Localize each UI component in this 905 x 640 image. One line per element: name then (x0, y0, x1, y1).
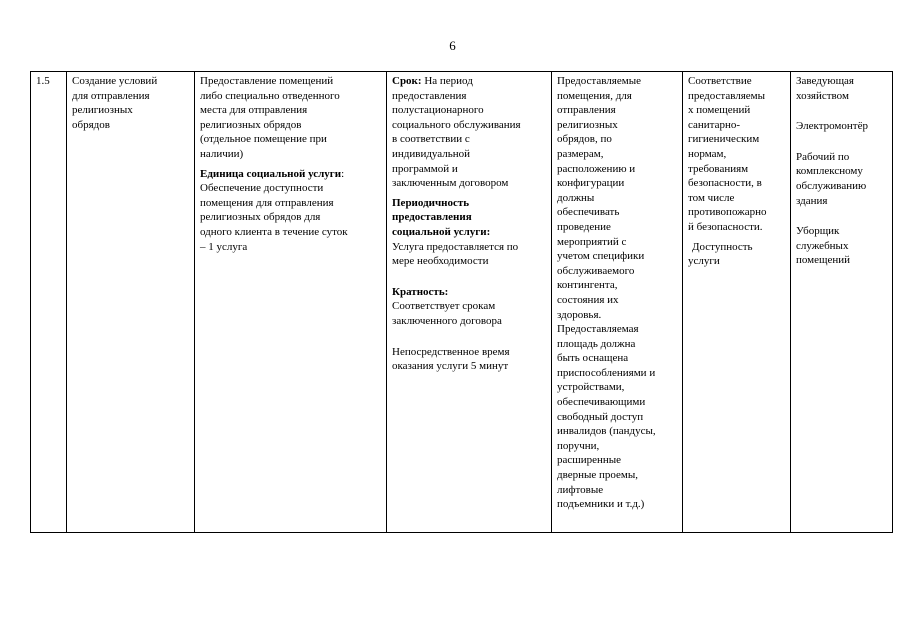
quality-line: Соответствие (688, 75, 752, 87)
conditions-line: площадь должна (557, 337, 636, 350)
conditions-line: расширенные (557, 454, 622, 467)
staff-worker-line: комплексному (796, 165, 863, 178)
quality-line: предоставляемы (688, 89, 766, 102)
unit-heading (200, 167, 382, 182)
conditions-line: религиозных (557, 118, 618, 131)
staff-cell (791, 72, 893, 533)
service-terms-cell (387, 72, 552, 533)
periodicity-label: Периодичность (392, 196, 470, 209)
term-line: в соответствии с (392, 133, 470, 146)
service-description-cell (195, 72, 387, 533)
time-line: оказания услуги 5 минут (392, 360, 509, 373)
conditions-line: мероприятий с (557, 235, 627, 248)
quality-line: том числе (688, 191, 735, 204)
staff-cleaner-line: служебных (796, 239, 849, 252)
staff-worker-line: Рабочий по (796, 150, 850, 163)
service-name-line: для отправления (72, 89, 150, 102)
conditions-line: учетом специфики (557, 250, 645, 263)
term-line: индивидуальной (392, 147, 471, 160)
staff-head-line: Заведующая (796, 75, 854, 87)
conditions-line: контингента, (557, 279, 618, 292)
description-line: Предоставление помещений (200, 75, 334, 87)
unit-label: Единица социальной услуги (200, 167, 342, 180)
conditions-line: здоровья. (557, 308, 602, 321)
term-line: предоставления (392, 89, 467, 102)
quality-line: санитарно- (688, 118, 741, 131)
service-name-line: обрядов (72, 118, 110, 131)
row-index: 1.5 (36, 75, 50, 87)
conditions-line: проведение (557, 220, 611, 233)
access-line: Доступность (692, 240, 753, 253)
service-name-line: религиозных (72, 104, 133, 117)
quality-line: х помещений (688, 104, 751, 117)
quality-cell (683, 72, 791, 533)
conditions-line: должны (557, 191, 595, 204)
conditions-line: дверные проемы, (557, 469, 639, 482)
quality-line: требованиям (688, 162, 749, 175)
page-number: 6 (449, 38, 456, 53)
unit-line: – 1 услуга (200, 240, 248, 253)
conditions-line: расположению и (557, 162, 636, 175)
quality-line: гигиеническим (688, 133, 760, 146)
time-line: Непосредственное время (392, 345, 510, 358)
term-line: программой и (392, 162, 458, 175)
service-table (30, 71, 893, 533)
conditions-line: лифтовые (557, 483, 604, 496)
term-line: социального обслуживания (392, 118, 521, 131)
conditions-line: конфигурации (557, 177, 625, 190)
quality-line: й безопасности. (688, 220, 763, 233)
quality-line: безопасности, в (688, 177, 762, 190)
conditions-line: отправления (557, 104, 616, 117)
periodicity-line: мере необходимости (392, 255, 489, 268)
quality-line: противопожарно (688, 206, 767, 219)
description-line: либо специально отведенного (200, 89, 340, 102)
conditions-line: свободный доступ (557, 410, 644, 423)
term-first: На период (421, 75, 473, 87)
description-line: (отдельное помещение при (200, 133, 327, 146)
multiplicity-line: заключенного договора (392, 314, 502, 327)
conditions-line: поручни, (557, 439, 600, 452)
term-line: полустационарного (392, 104, 484, 117)
conditions-line: размерам, (557, 147, 604, 160)
conditions-line: обеспечивать (557, 206, 620, 219)
conditions-line: быть оснащена (557, 352, 629, 365)
term-heading (392, 74, 547, 89)
periodicity-line: Услуга предоставляется по (392, 240, 519, 253)
description-line: религиозных обрядов (200, 118, 302, 131)
staff-electric-line: Электромонтёр (796, 120, 868, 133)
conditions-line: обрядов, по (557, 133, 612, 146)
conditions-line: приспособлениями и (557, 366, 656, 379)
conditions-line: Предоставляемые (557, 75, 641, 87)
staff-cleaner-line: Уборщик (796, 225, 840, 238)
staff-cleaner-line: помещений (796, 254, 851, 267)
unit-line: Обеспечение доступности (200, 182, 324, 195)
conditions-line: помещения, для (557, 89, 632, 102)
unit-line: помещения для отправления (200, 196, 334, 209)
multiplicity-line: Соответствует срокам (392, 300, 496, 313)
staff-worker-line: обслуживанию (796, 179, 867, 192)
periodicity-label: предоставления (392, 211, 472, 224)
conditions-line: обслуживаемого (557, 264, 635, 277)
row-index-cell (31, 72, 67, 533)
quality-line: нормам, (688, 147, 727, 160)
multiplicity-label: Кратность: (392, 285, 449, 298)
conditions-line: устройствами, (557, 381, 625, 394)
service-name-cell (67, 72, 195, 533)
conditions-line: обеспечивающими (557, 396, 646, 409)
conditions-line: подъемники и т.д.) (557, 498, 645, 511)
description-line: наличии) (200, 147, 244, 160)
staff-worker-line: здания (796, 194, 828, 207)
conditions-cell (552, 72, 683, 533)
conditions-line: состояния их (557, 293, 619, 306)
table-row (31, 72, 893, 533)
conditions-line: Предоставляемая (557, 323, 639, 336)
term-line: заключенным договором (392, 177, 509, 190)
description-line: места для отправления (200, 104, 308, 117)
term-label: Срок: (392, 75, 422, 87)
unit-line: одного клиента в течение суток (200, 225, 348, 238)
service-name-line: Создание условий (72, 75, 158, 87)
unit-colon: : (341, 167, 345, 180)
periodicity-label: социальной услуги: (392, 225, 491, 238)
conditions-line: инвалидов (пандусы, (557, 425, 656, 438)
unit-line: религиозных обрядов для (200, 211, 321, 224)
staff-head-line: хозяйством (796, 89, 849, 102)
access-line: услуги (688, 255, 720, 268)
